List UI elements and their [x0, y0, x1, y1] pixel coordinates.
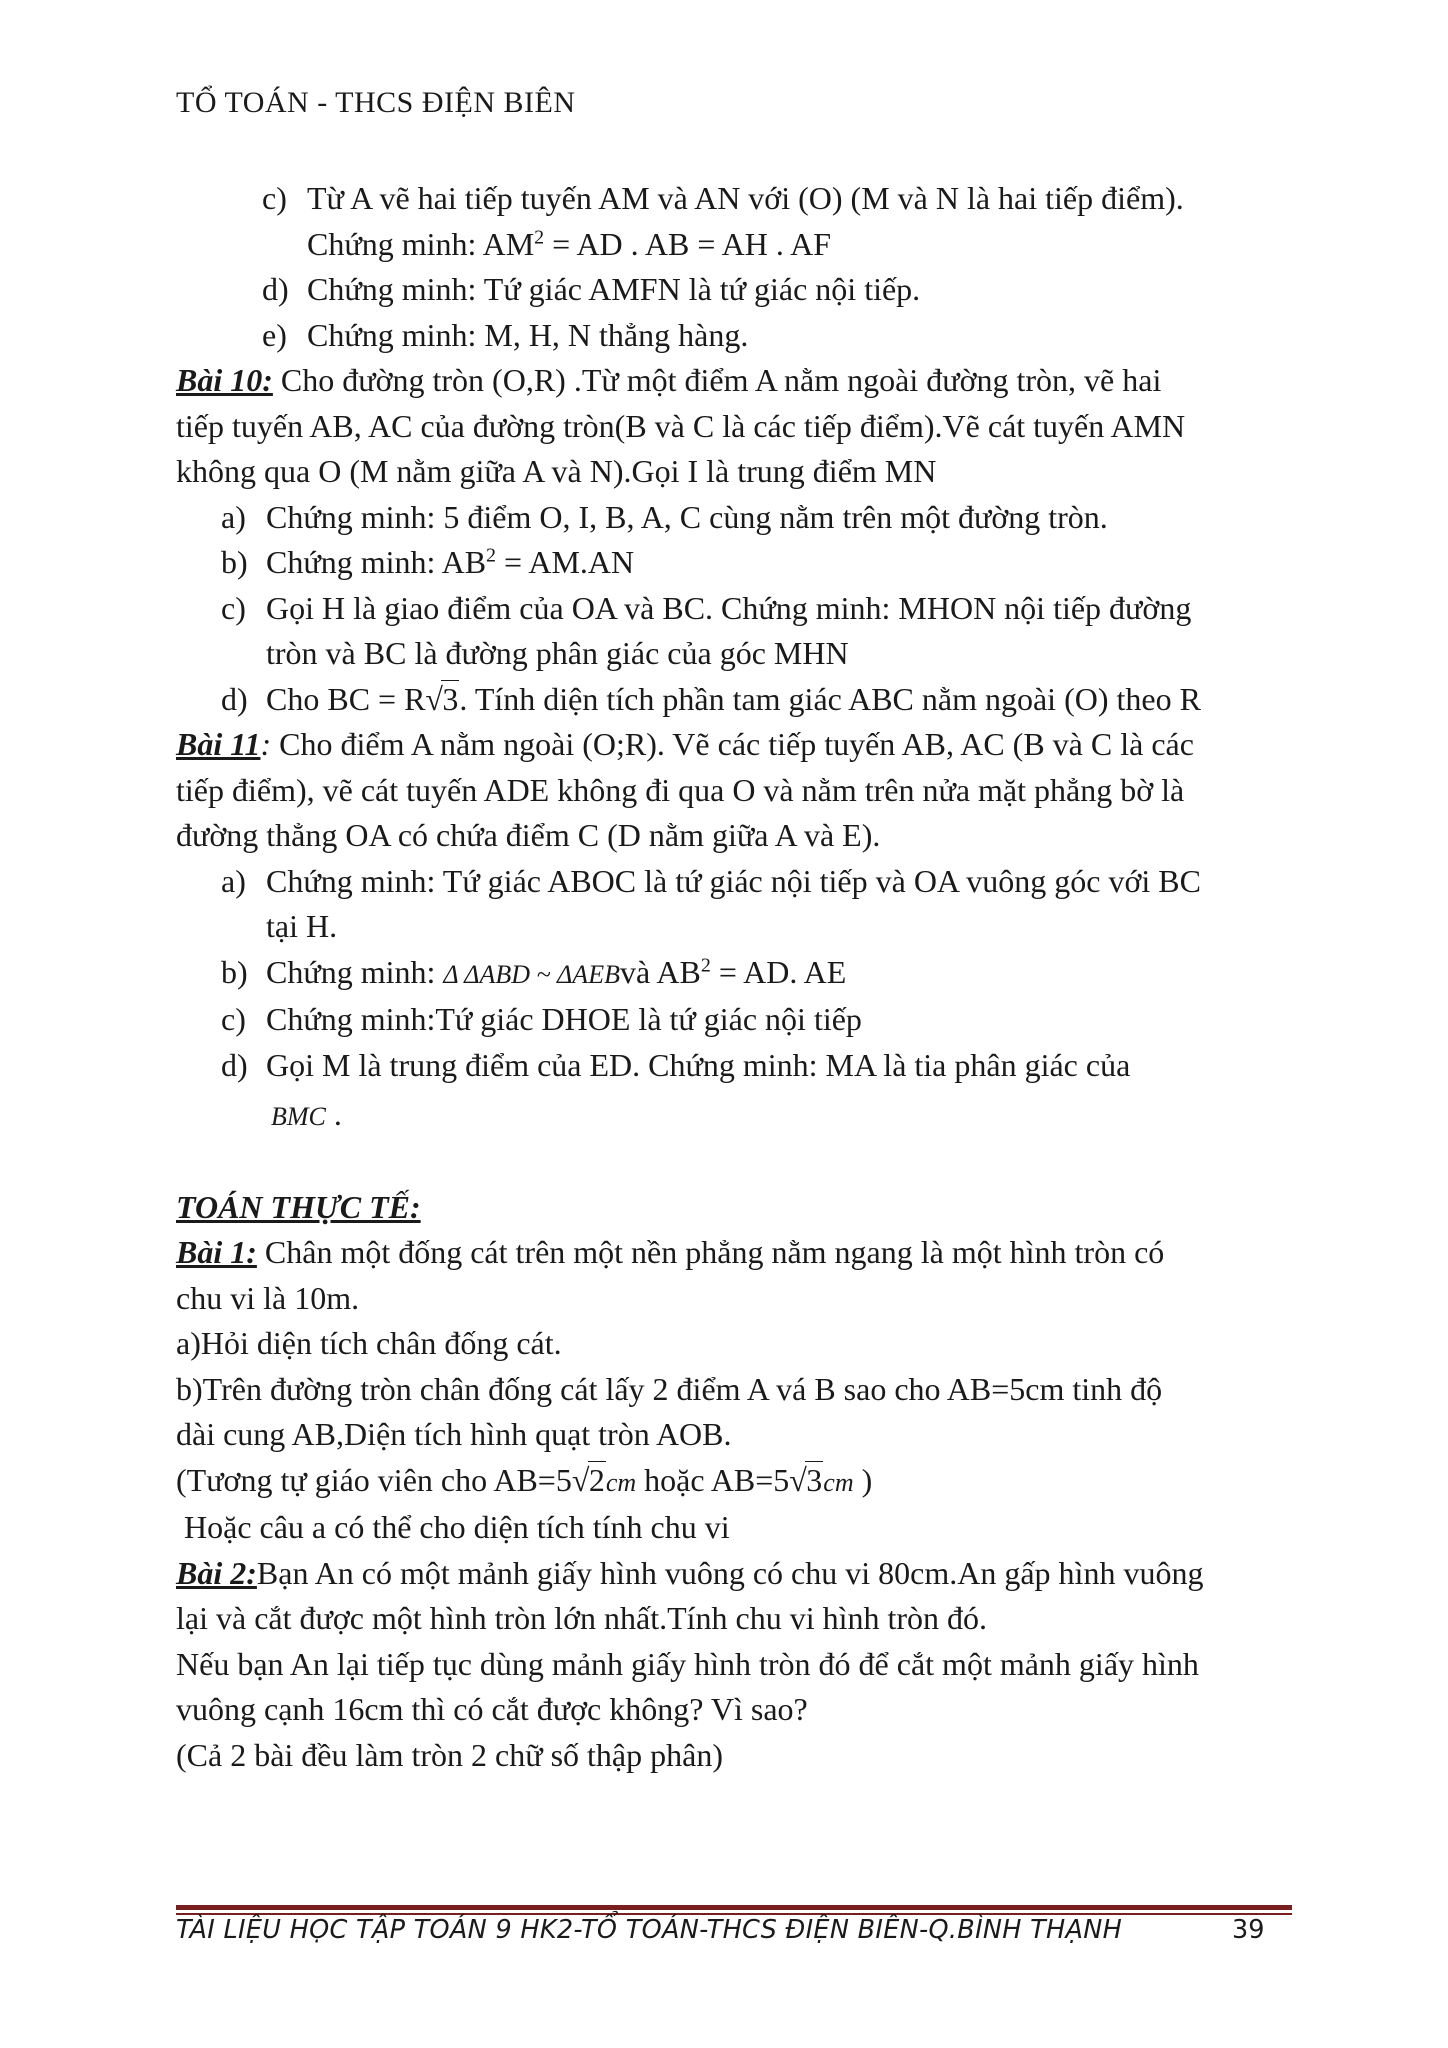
bai11-item-b: b) Chứng minh: Δ ΔABD ~ ΔAEBvà $AB^2$ = AD. AE	[221, 953, 847, 990]
bai9-item-e: e) Chứng minh: M, H, N thẳng hàng.	[262, 316, 749, 353]
bai11-intro: Bài 11: Cho điểm A nằm ngoài (O;R). Vẽ các tiếp tuyến AB, AC (B và C là các	[176, 726, 1194, 762]
bai10-item-c-cont: tròn và BC là đường phân giác của góc MHN	[266, 635, 849, 671]
bai10-intro-3: không qua O (M nằm giữa A và N).Gọi I là trung điểm MN	[176, 453, 937, 489]
bai11-item-d-math: BMC .	[271, 1096, 342, 1132]
sqrt-symbol: √ 3	[789, 1461, 823, 1498]
bai10-item-c: c) Gọi H là giao điểm của OA và BC. Chứng minh: MHON nội tiếp đường	[221, 589, 1192, 626]
bai11-item-a-cont: tại H.	[266, 908, 338, 944]
bai9-item-d: d) Chứng minh: Tứ giác AMFN là tứ giác nội tiếp.	[262, 271, 921, 307]
bai2-label: Bài 2:	[176, 1554, 257, 1591]
bai2-text-3: Nếu bạn An lại tiếp tục dùng mảnh giấy hình tròn đó để cắt một mảnh giấy hình	[176, 1645, 1199, 1682]
sqrt-symbol: √ 2	[571, 1461, 605, 1498]
bai10-label: Bài 10:	[176, 362, 273, 398]
bai1-note: (Tương tự giáo viên cho AB=5 √ 2cm hoặc AB=5 √ 3cm )	[176, 1458, 1296, 1506]
section-title: TOÁN THỰC TẾ:	[176, 1188, 421, 1225]
bai11-item-a: a) Chứng minh: Tứ giác ABOC là tứ giác nội tiếp và OA vuông góc với BC	[221, 862, 1201, 899]
bai1-intro: Bài 1: Chân một đống cát trên một nền phẳng nằm ngang là một hình tròn có	[176, 1234, 1165, 1270]
bai10-intro: Bài 10: Cho đường tròn (O,R) .Từ một điểm A nằm ngoài đường tròn, vẽ hai	[176, 362, 1162, 398]
bai10-intro-2: tiếp tuyến AB, AC của đường tròn(B và C là các tiếp điểm).Vẽ cát tuyến AMN	[176, 407, 1186, 444]
page-header: TỔ TOÁN - THCS ĐIỆN BIÊN	[176, 86, 576, 119]
bai2-text-2: lại và cắt được một hình tròn lớn nhất.Tính chu vi hình tròn đó.	[176, 1600, 988, 1636]
footer-rule	[176, 1905, 1292, 1915]
bai9-item-c: c) Từ A vẽ hai tiếp tuyến AM và AN với (O) (M và N là hai tiếp điểm).	[262, 180, 1184, 216]
bai10-item-b: b) Chứng minh: $AB^2 = AM.AN$	[221, 544, 635, 580]
bai1-note-2: Hoặc câu a có thể cho diện tích tính chu vi	[176, 1509, 730, 1545]
bai11-label: Bài 11	[176, 726, 261, 762]
bai1-part-a: a)Hỏi diện tích chân đống cát.	[176, 1325, 562, 1361]
bai1-text-2: chu vi là 10m.	[176, 1279, 360, 1316]
bai11-item-d: d) Gọi M là trung điểm của ED. Chứng minh: MA là tia phân giác của	[221, 1046, 1131, 1083]
footer-text: TÀI LIỆU HỌC TẬP TOÁN 9 HK2-TỔ TOÁN-THCS ĐIỆN BIÊN-Q.BÌNH THẠNH	[176, 1915, 1123, 1945]
bai1-part-b-cont: dài cung AB,Diện tích hình quạt tròn AOB.	[176, 1416, 732, 1452]
bai2-intro: Bài 2:Bạn An có một mảnh giấy hình vuông có chu vi 80cm.An gấp hình vuông	[176, 1554, 1204, 1591]
sqrt-symbol: √ 3	[425, 680, 459, 717]
bai1-part-b: b)Trên đường tròn chân đống cát lấy 2 điểm A vá B sao cho AB=5cm tinh độ	[176, 1370, 1163, 1407]
bai2-text-5: (Cả 2 bài đều làm tròn 2 chữ số thập phân)	[176, 1736, 723, 1773]
bai2-text-4: vuông cạnh 16cm thì có cắt được không? Vì sao?	[176, 1691, 808, 1727]
bai11-intro-3: đường thẳng OA có chứa điểm C (D nằm giữa A và E).	[176, 817, 881, 853]
bai9-item-c-cont: Chứng minh: $AM^2$ = AD . AB = AH . AF	[307, 225, 831, 262]
bai11-intro-2: tiếp điểm), vẽ cát tuyến ADE không đi qua O và nằm trên nửa mặt phẳng bờ là	[176, 771, 1185, 808]
bai11-item-c: c) Chứng minh:Tứ giác DHOE là tứ giác nội tiếp	[221, 1001, 862, 1037]
page-number: 39	[1232, 1915, 1265, 1945]
page-content	[176, 176, 1296, 1778]
bai1-label: Bài 1:	[176, 1234, 257, 1270]
bai10-item-d: d) Cho BC = R √ 3. Tính diện tích phần tam giác ABC nằm ngoài (O) theo R	[176, 677, 1296, 723]
bai10-item-a: a) Chứng minh: 5 điểm O, I, B, A, C cùng nằm trên một đường tròn.	[221, 498, 1108, 535]
